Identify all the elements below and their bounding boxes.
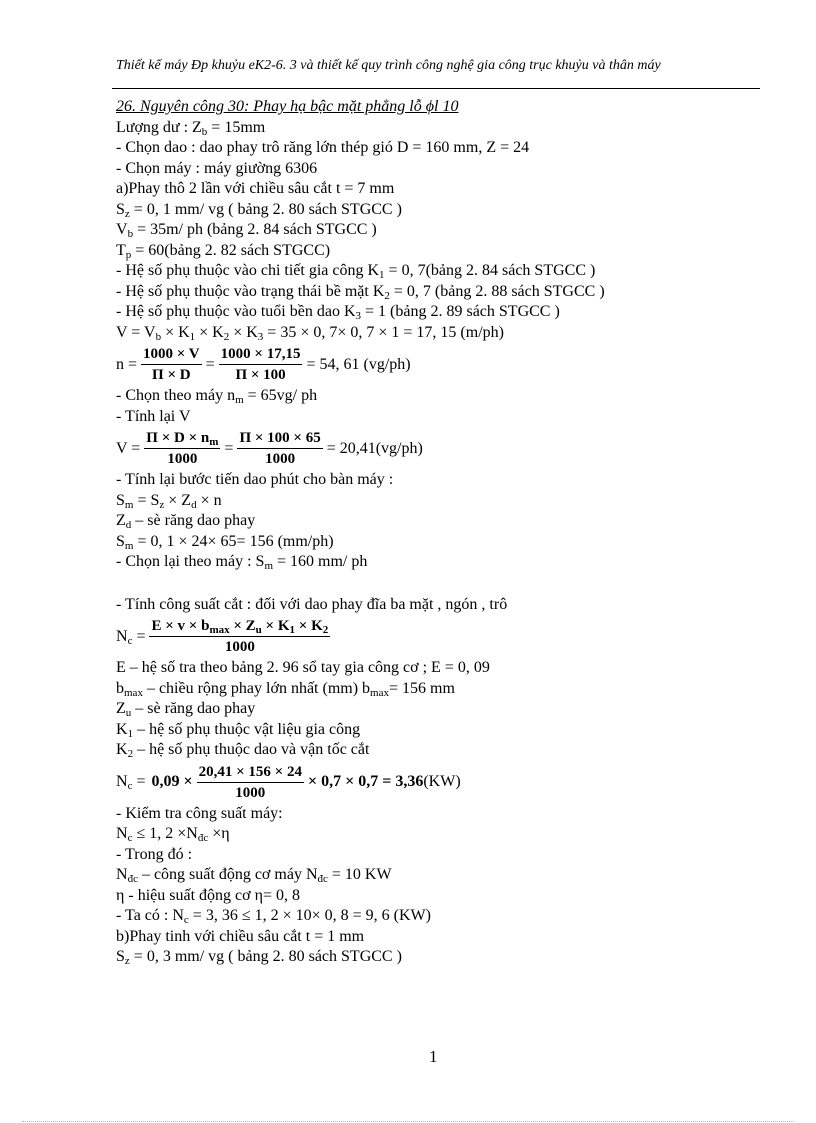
text-line: - Chọn máy : máy giường 6306 xyxy=(116,159,318,177)
text-line: - Chọn lại theo máy : $S_m = 160$ mm/ ph xyxy=(116,553,368,572)
spacer xyxy=(116,573,766,595)
text-line: $S_m = 0$, 1 × 24× 65= 156 (mm/ph) xyxy=(116,532,334,552)
formula-v: V = $\frac{\Pi \times D \times n_m}{1000}$ = $\frac{\Pi \times 100 \times 65}{1000}$ = 20,41(vg/ph) xyxy=(116,430,423,467)
text-line: - Ta có : $N_c = 3$, 36 ≤ 1, 2 × 10× 0, 8 = 9, 6 (KW) xyxy=(116,907,431,926)
text-line: - Trong đó : xyxy=(116,845,193,863)
text-line: $Z_d$ – sè răng dao phay xyxy=(116,512,256,531)
text-line: $T_p$ = 60(bảng 2. 82 sách STGCC) xyxy=(116,241,331,261)
text-line: $N_c \le 1$, $2 \times N_{đc} \times\eta$ xyxy=(116,825,230,844)
fraction: $\frac{\Pi \times 100 \times 65}{1000}$ xyxy=(239,430,321,467)
section-title: 26. Nguyên công 30: Phay hạ bậc mặt phẳng lỗ ϕl 10 xyxy=(116,98,459,115)
page-bottom-dotted-line xyxy=(22,1121,794,1122)
text-line: η - hiệu suất động cơ η= 0, 8 xyxy=(116,886,300,904)
text-line: $S_z = 0$, 3 mm/ vg ( bảng 2. 80 sách STGCC ) xyxy=(116,948,402,967)
text-line: $S_m = S_z \times Z_d \times n$ xyxy=(116,491,222,511)
text-line: a)Phay thô 2 lần với chiều sâu cắt t = 7 mm xyxy=(116,180,395,197)
text-line: Lượng dư : $Z_b = 15mm$ xyxy=(116,118,266,138)
text-line: $V_b = 35m/$ ph (bảng 2. 84 sách STGCC ) xyxy=(116,221,377,240)
formula-n: n = $\frac{1000 \times V}{\Pi \times D}$ = $\frac{1000 \times 17,15}{\Pi \times 100}$ = 54, 61 (vg/ph) xyxy=(116,346,411,383)
text-line: E – hệ số tra theo bảng 2. 96 sổ tay gia công cơ ; E = 0, 09 xyxy=(116,659,490,676)
text-line: - Hệ số phụ thuộc vào tuổi bền dao $K_3 = 1$ (bảng 2. 89 sách STGCC ) xyxy=(116,303,560,322)
page-body xyxy=(116,97,766,968)
text-line: - Kiểm tra công suất máy: xyxy=(116,804,283,822)
fraction: $\frac{E \times v \times b_{max} \times Z_u \times K_1 \times K_2}{1000}$ xyxy=(151,618,329,655)
text-line: $S_z = 0$, 1 mm/ vg ( bảng 2. 80 sách STGCC ) xyxy=(116,200,402,220)
formula-nc-value: $N_c$ = 0,09 × $\frac{20,41 \times 156 \times 24}{1000}$ × 0,7 × 0,7 = 3,36 (KW) xyxy=(116,763,461,801)
text-line: $V = V_b \times K_1 \times K_2 \times K_3 = 35 \times 0$, 7× 0, 7 × 1 = 17, 15 (m/ph) xyxy=(116,323,504,343)
header-rule xyxy=(112,88,760,89)
text-line: $b_{max}$ – chiều rộng phay lớn nhất (mm) $b_{max}= 156$ mm xyxy=(116,679,455,699)
text-line: - Hệ số phụ thuộc vào trạng thái bề mặt $K_2 = 0$, 7 (bảng 2. 88 sách STGCC ) xyxy=(116,282,605,302)
formula-nc: $N_c$ = $\frac{E \times v \times b_{max} \times Z_u \times K_1 \times K_2}{1000}$ xyxy=(116,618,329,655)
text-line: - Hệ số phụ thuộc vào chi tiết gia công $K_1 = 0$, 7(bảng 2. 84 sách STGCC ) xyxy=(116,262,596,281)
text-line: $K_2$ – hệ số phụ thuộc dao và vận tốc cắt xyxy=(116,741,370,760)
text-line: - Chọn theo máy $n_m = 65vg/$ ph xyxy=(116,387,318,406)
text-line: $Z_u$ – sè răng dao phay xyxy=(116,700,256,719)
text-line: - Tính công suất cắt : đối với dao phay đĩa ba mặt , ngón , trô xyxy=(116,595,508,613)
fraction: $\frac{1000 \times V}{\Pi \times D}$ xyxy=(143,346,200,383)
page-number: 1 xyxy=(429,1047,438,1066)
text-line: - Tính lại V xyxy=(116,407,191,425)
fraction: $\frac{20,41 \times 156 \times 24}{1000}$ xyxy=(198,763,302,801)
text-line: - Chọn dao : dao phay trô răng lớn thép gió D = 160 mm, Z = 24 xyxy=(116,139,530,156)
fraction: $\frac{1000 \times 17,15}{\Pi \times 100}$ xyxy=(220,346,301,383)
text-line: - Tính lại bước tiến dao phút cho bàn máy : xyxy=(116,471,394,488)
text-line: $K_1$ – hệ số phụ thuộc vật liệu gia công xyxy=(116,720,361,740)
fraction: $\frac{\Pi \times D \times n_m}{1000}$ xyxy=(146,430,219,467)
text-line: b)Phay tinh với chiều sâu cắt t = 1 mm xyxy=(116,927,365,945)
text-line: $N_{đc}$ – công suất động cơ máy $N_{đc} = 10$ KW xyxy=(116,866,392,885)
running-header: Thiết kế máy Đp khuỷu eK2-6. 3 và thiết kế quy trình công nghệ gia công trục khuỷu và thân máy xyxy=(116,58,661,73)
